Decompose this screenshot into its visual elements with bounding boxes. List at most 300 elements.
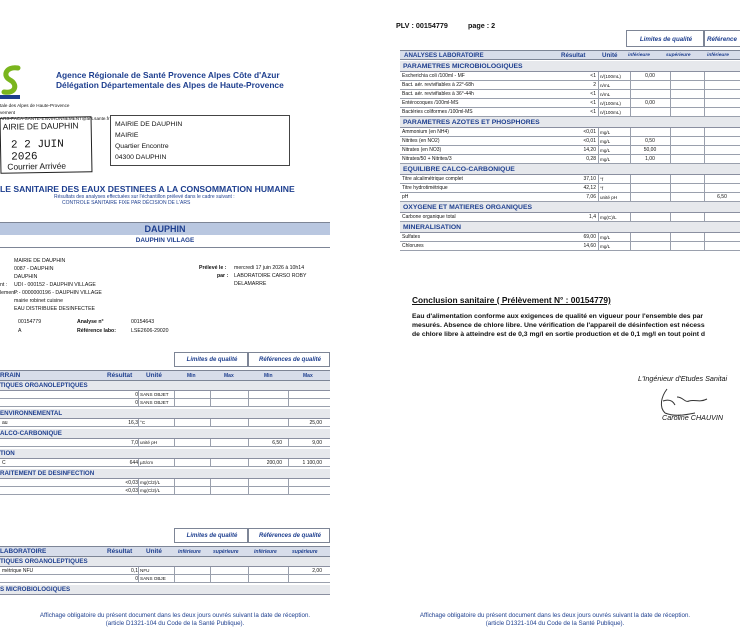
column-divider bbox=[670, 108, 671, 116]
row-param bbox=[2, 399, 102, 407]
column-divider bbox=[630, 99, 631, 107]
section-header: TIQUES ORGANOLEPTIQUES bbox=[0, 557, 330, 567]
column-divider bbox=[210, 575, 211, 582]
column-divider bbox=[210, 567, 211, 574]
col-resultat-2: Résultat bbox=[107, 548, 133, 555]
row-lim-inf bbox=[630, 128, 670, 137]
row-value: 0 bbox=[135, 576, 138, 582]
column-divider bbox=[598, 233, 599, 241]
row-lim-inf: 0,50 bbox=[645, 138, 655, 144]
row-param: Bact. aér. revivifiables à 36°-44h bbox=[402, 91, 474, 97]
delegation-name: Délégation Départementale des Alpes de Haute-Provence bbox=[56, 80, 284, 90]
row-param: Chlorures bbox=[402, 243, 424, 249]
column-divider bbox=[630, 242, 631, 250]
limits-header-2: Limites de qualité bbox=[174, 528, 248, 543]
table-row bbox=[400, 184, 740, 193]
ref-value: LSE2606-29020 bbox=[131, 328, 169, 334]
par-value-2: DELAMARRE bbox=[234, 281, 267, 287]
plv-number: PLV : 00154779 bbox=[396, 21, 448, 30]
row-unit: µS/cm bbox=[140, 460, 154, 465]
column-divider bbox=[630, 193, 631, 201]
column-divider bbox=[210, 459, 211, 466]
terrain-table-body bbox=[0, 381, 330, 517]
col-sup-r: supérieure bbox=[666, 53, 691, 58]
col-sup-1: supérieure bbox=[213, 549, 239, 555]
preleve-label: Prélevé le : bbox=[199, 265, 227, 271]
row-ref-b bbox=[288, 487, 322, 495]
row-unit: mg/L bbox=[600, 148, 611, 153]
document-subtitle-1: Résultats des analyses effectuées sur l'échantillon prélevé dans le cadre suivant : bbox=[54, 194, 235, 200]
row-unit: n/(100mL) bbox=[600, 110, 621, 115]
row-ref-a bbox=[248, 487, 282, 495]
row-ref-inf bbox=[704, 233, 740, 242]
column-divider bbox=[630, 175, 631, 183]
address-line-4: 04300 DAUPHIN bbox=[115, 154, 167, 161]
row-lim-b bbox=[210, 391, 246, 399]
table-row bbox=[0, 419, 330, 427]
row-value: <0,03 bbox=[125, 480, 138, 486]
info-line-7: EAU DISTRIBUEE DESINFECTEE bbox=[14, 306, 95, 312]
row-ref-inf bbox=[704, 184, 740, 193]
row-lim-b bbox=[210, 567, 246, 575]
stamp-mairie: AIRIE DE DAUPHIN bbox=[2, 120, 79, 132]
column-divider bbox=[138, 399, 139, 406]
row-value: 2 bbox=[593, 82, 596, 88]
column-divider bbox=[630, 90, 631, 98]
column-divider bbox=[174, 459, 175, 466]
row-lim-b bbox=[210, 575, 246, 583]
column-divider bbox=[704, 108, 705, 116]
info-prefix-4: nt : bbox=[0, 282, 8, 288]
column-divider bbox=[138, 391, 139, 398]
row-unit: mg(Cl2)/L bbox=[140, 488, 161, 493]
row-lim-a bbox=[174, 575, 208, 583]
row-lim-sup bbox=[670, 155, 706, 164]
section-header: OXYGENE ET MATIERES ORGANIQUES bbox=[400, 202, 740, 213]
row-lim-a bbox=[174, 567, 208, 575]
left-footer-2: (article D1321-104 du Code de la Santé Publique). bbox=[105, 620, 245, 627]
column-divider bbox=[704, 184, 705, 192]
row-ref-a: 200,00 bbox=[266, 460, 282, 466]
column-divider bbox=[670, 146, 671, 154]
row-unit: SANS OBJE bbox=[140, 576, 166, 581]
document-title: LE SANITAIRE DES EAUX DESTINEES A LA CONSOMMATION HUMAINE bbox=[0, 184, 295, 194]
column-divider bbox=[598, 81, 599, 89]
col-sup-2: supérieure bbox=[292, 549, 318, 555]
row-ref-b: 9,00 bbox=[312, 440, 322, 446]
info-line-4: UDI - 000152 - DAUPHIN VILLAGE bbox=[14, 282, 96, 288]
column-divider bbox=[704, 128, 705, 136]
row-param: Titre hydrotimétrique bbox=[402, 185, 448, 191]
column-divider bbox=[630, 233, 631, 241]
column-divider bbox=[138, 479, 139, 486]
row-value: 644 bbox=[129, 460, 138, 466]
column-divider bbox=[630, 155, 631, 163]
row-ref-inf bbox=[704, 213, 740, 222]
column-divider bbox=[598, 128, 599, 136]
col-min-2: Min bbox=[264, 373, 273, 379]
row-unit: unité pH bbox=[600, 195, 618, 200]
row-ref-inf bbox=[704, 128, 740, 137]
column-divider bbox=[248, 439, 249, 446]
column-divider bbox=[138, 439, 139, 446]
section-header: RAITEMENT DE DESINFECTION bbox=[0, 469, 330, 479]
row-lim-sup bbox=[670, 184, 706, 193]
row-lim-inf bbox=[630, 193, 670, 202]
row-value: <0,01 bbox=[583, 138, 596, 144]
row-param: Nitrates (en NO3) bbox=[402, 147, 442, 153]
row-value: <1 bbox=[590, 73, 596, 79]
row-unit: °C bbox=[140, 420, 146, 425]
row-ref-inf bbox=[704, 90, 740, 99]
row-param: Nitrates/50 + Nitrites/3 bbox=[402, 156, 452, 162]
column-divider bbox=[210, 391, 211, 398]
row-ref-inf bbox=[704, 108, 740, 117]
row-lim-inf: 50,00 bbox=[643, 147, 657, 153]
row-unit: SANS OBJET bbox=[140, 392, 169, 397]
col-inf-1: inférieure bbox=[178, 549, 201, 555]
column-divider bbox=[704, 137, 705, 145]
row-unit: mg(Cl2)/L bbox=[140, 480, 161, 485]
row-param: pH bbox=[402, 194, 409, 200]
analyse-value: 00154643 bbox=[131, 319, 155, 325]
row-lim-sup bbox=[670, 146, 706, 155]
column-divider bbox=[138, 419, 139, 426]
header-email: ARS-PACA-SANTE-ENVIRONNEMENT@ars.sante.fr bbox=[0, 116, 110, 121]
col-unite-2: Unité bbox=[146, 548, 162, 555]
column-divider bbox=[248, 399, 249, 406]
column-divider bbox=[598, 72, 599, 80]
row-lim-sup bbox=[670, 137, 706, 146]
table-row bbox=[400, 90, 740, 99]
row-lim-inf bbox=[630, 175, 670, 184]
limits-header: Limites de qualité bbox=[174, 352, 248, 367]
row-lim-inf bbox=[630, 184, 670, 193]
column-divider bbox=[670, 184, 671, 192]
table-row bbox=[400, 155, 740, 164]
row-lim-a bbox=[174, 391, 208, 399]
column-divider bbox=[598, 213, 599, 221]
column-divider bbox=[248, 567, 249, 574]
row-value: 7,0 bbox=[131, 440, 138, 446]
column-divider bbox=[630, 72, 631, 80]
table-row bbox=[0, 459, 330, 467]
column-divider bbox=[704, 175, 705, 183]
conclusion-line-2: mesurés. Absence de chlore libre. Une vérification de l'appareil de désinfection est nécess bbox=[412, 322, 705, 329]
conclusion-title: Conclusion sanitaire ( Prélèvement N° : 00154779) bbox=[412, 295, 611, 305]
column-divider bbox=[670, 81, 671, 89]
column-divider bbox=[288, 459, 289, 466]
column-divider bbox=[138, 459, 139, 466]
right-page bbox=[370, 0, 740, 637]
column-divider bbox=[248, 487, 249, 494]
row-value: 37,10 bbox=[583, 176, 596, 182]
row-param bbox=[2, 391, 102, 399]
right-limits-header: Limites de qualité bbox=[626, 30, 704, 47]
row-lim-inf bbox=[630, 213, 670, 222]
section-header: PARAMETRES AZOTES ET PHOSPHORES bbox=[400, 117, 740, 128]
sample-letter: A bbox=[18, 328, 22, 334]
laboratoire-table-body bbox=[0, 557, 330, 607]
row-param bbox=[2, 439, 102, 447]
table-row bbox=[0, 575, 330, 583]
table-row bbox=[400, 213, 740, 222]
column-divider bbox=[174, 439, 175, 446]
row-lim-inf bbox=[630, 108, 670, 117]
row-param: au bbox=[2, 420, 8, 426]
engineer-name: Caroline CHAUVIN bbox=[662, 413, 724, 422]
row-lim-sup bbox=[670, 72, 706, 81]
refs-header: Références de qualité bbox=[248, 352, 330, 367]
row-param: Ammonium (en NH4) bbox=[402, 129, 449, 135]
row-ref-inf bbox=[704, 99, 740, 108]
row-ref-b bbox=[288, 479, 322, 487]
column-divider bbox=[670, 155, 671, 163]
col-min-1: Min bbox=[187, 373, 196, 379]
column-divider bbox=[704, 90, 705, 98]
section-header: S MICROBIOLOGIQUES bbox=[0, 585, 330, 595]
header-small-2: vement bbox=[0, 110, 16, 115]
column-divider bbox=[210, 479, 211, 486]
address-box bbox=[110, 115, 290, 166]
row-unit: mg/L bbox=[600, 139, 611, 144]
column-divider bbox=[598, 175, 599, 183]
column-divider bbox=[598, 155, 599, 163]
row-value: <0,01 bbox=[583, 129, 596, 135]
column-divider bbox=[630, 146, 631, 154]
row-lim-sup bbox=[670, 108, 706, 117]
column-divider bbox=[630, 184, 631, 192]
commune-name: DAUPHIN bbox=[144, 224, 186, 234]
column-divider bbox=[138, 567, 139, 574]
row-lim-inf bbox=[630, 233, 670, 242]
row-ref-b bbox=[288, 399, 322, 407]
row-value: 69,00 bbox=[583, 234, 596, 240]
row-ref-a: 6,50 bbox=[272, 440, 282, 446]
column-divider bbox=[174, 575, 175, 582]
col-inf-r: inférieure bbox=[628, 53, 650, 58]
column-divider bbox=[288, 391, 289, 398]
conclusion-line-1: Eau d'alimentation conforme aux exigences de qualité en vigueur pour l'ensemble des par bbox=[412, 313, 704, 320]
column-divider bbox=[704, 155, 705, 163]
row-ref-a bbox=[248, 575, 282, 583]
column-divider bbox=[248, 479, 249, 486]
row-unit: unité pH bbox=[140, 440, 158, 445]
terrain-table bbox=[0, 352, 330, 517]
row-ref-b: 25,00 bbox=[309, 420, 322, 426]
col-analyses: ANALYSES LABORATOIRE bbox=[404, 52, 484, 59]
column-divider bbox=[174, 391, 175, 398]
column-divider bbox=[288, 487, 289, 494]
row-param: C bbox=[2, 460, 6, 466]
row-lim-sup bbox=[670, 90, 706, 99]
column-divider bbox=[670, 90, 671, 98]
refs-header-2: Références de qualité bbox=[248, 528, 330, 543]
col-max-2: Max bbox=[303, 373, 313, 379]
table-row bbox=[400, 233, 740, 242]
section-header: ENVIRONNEMENTAL bbox=[0, 409, 330, 419]
row-value: 42,12 bbox=[583, 185, 596, 191]
row-ref-b bbox=[288, 575, 322, 583]
row-lim-b bbox=[210, 459, 246, 467]
row-lim-b bbox=[210, 479, 246, 487]
column-divider bbox=[704, 242, 705, 250]
col-resultat-r: Résultat bbox=[561, 52, 586, 59]
column-divider bbox=[704, 146, 705, 154]
column-divider bbox=[598, 193, 599, 201]
row-value: 0 bbox=[135, 392, 138, 398]
row-ref-a bbox=[248, 419, 282, 427]
row-value: <0,03 bbox=[125, 488, 138, 494]
row-unit: °f bbox=[600, 177, 604, 182]
section-header: TION bbox=[0, 449, 330, 459]
row-unit: NFU bbox=[140, 568, 150, 573]
preleve-value: mercredi 17 juin 2026 à 10h14 bbox=[234, 265, 305, 271]
column-divider bbox=[598, 137, 599, 145]
column-divider bbox=[598, 90, 599, 98]
right-analyses-table bbox=[400, 50, 740, 280]
table-row bbox=[400, 81, 740, 90]
row-param: Entérocoques /100ml-MS bbox=[402, 100, 459, 106]
row-ref-inf bbox=[704, 137, 740, 146]
row-lim-b bbox=[210, 399, 246, 407]
column-divider bbox=[598, 146, 599, 154]
section-header: MINERALISATION bbox=[400, 222, 740, 233]
row-ref-inf bbox=[704, 146, 740, 155]
row-value: 14,20 bbox=[583, 147, 596, 153]
row-lim-sup bbox=[670, 99, 706, 108]
right-refs-header: Référence bbox=[704, 30, 740, 47]
column-divider bbox=[174, 487, 175, 494]
laboratoire-table bbox=[0, 528, 330, 608]
column-divider bbox=[670, 128, 671, 136]
row-lim-sup bbox=[670, 81, 706, 90]
column-divider bbox=[630, 213, 631, 221]
row-lim-sup bbox=[670, 193, 706, 202]
row-ref-inf bbox=[704, 175, 740, 184]
par-value-1: LABORATOIRE CARSO ROBY bbox=[234, 273, 307, 279]
address-line-2: MAIRIE bbox=[115, 132, 139, 139]
column-divider bbox=[288, 575, 289, 582]
section-header: ALCO-CARBONIQUE bbox=[0, 429, 330, 439]
table-row bbox=[0, 487, 330, 495]
row-unit: mg(C)/L bbox=[600, 215, 617, 220]
column-divider bbox=[210, 419, 211, 426]
row-ref-inf bbox=[704, 72, 740, 81]
right-table-body bbox=[400, 61, 740, 281]
sample-number: 00154779 bbox=[18, 319, 42, 325]
row-param: Titre alcalimétrique complet bbox=[402, 176, 463, 182]
commune-subname: DAUPHIN VILLAGE bbox=[135, 237, 195, 244]
table-row bbox=[400, 146, 740, 155]
column-divider bbox=[138, 575, 139, 582]
table-row bbox=[0, 567, 330, 575]
row-unit: mg/L bbox=[600, 157, 611, 162]
row-unit: mg/L bbox=[600, 235, 611, 240]
row-lim-inf: 1,00 bbox=[645, 156, 655, 162]
column-divider bbox=[174, 479, 175, 486]
row-param: Carbone organique total bbox=[402, 214, 456, 220]
column-divider bbox=[288, 399, 289, 406]
column-divider bbox=[670, 193, 671, 201]
section-header: PARAMETRES MICROBIOLOGIQUES bbox=[400, 61, 740, 72]
col-resultat: Résultat bbox=[107, 372, 133, 379]
row-param bbox=[2, 479, 102, 487]
column-divider bbox=[670, 233, 671, 241]
table-row bbox=[0, 399, 330, 407]
column-divider bbox=[630, 137, 631, 145]
row-param: métrique NFU bbox=[2, 568, 34, 574]
page-number: page : 2 bbox=[468, 21, 496, 30]
column-divider bbox=[598, 184, 599, 192]
left-footer-1: Affichage obligatoire du présent document dans les deux jours ouvrés suivant la date de réception. bbox=[39, 612, 311, 619]
row-unit: mg/L bbox=[600, 244, 611, 249]
column-divider bbox=[670, 242, 671, 250]
row-param: Bact. aér. revivifiables à 22°-68h bbox=[402, 82, 474, 88]
table-row bbox=[400, 108, 740, 117]
header-small-1: tale des Alpes de Haute-Provence bbox=[0, 103, 70, 108]
par-label: par : bbox=[217, 273, 229, 279]
table-row bbox=[0, 479, 330, 487]
col-inf-r2: inférieure bbox=[707, 53, 729, 58]
right-footer-2: (article D1321-104 du Code de la Santé Publique). bbox=[485, 620, 625, 627]
row-unit: n/mL bbox=[600, 92, 611, 97]
row-ref-a bbox=[248, 399, 282, 407]
column-divider bbox=[704, 213, 705, 221]
row-unit: SANS OBJET bbox=[140, 400, 169, 405]
table-row bbox=[0, 439, 330, 447]
address-line-1: MAIRIE DE DAUPHIN bbox=[115, 121, 183, 128]
column-divider bbox=[670, 137, 671, 145]
table-row bbox=[400, 128, 740, 137]
row-param: Escherichia coli /100ml - MF bbox=[402, 73, 465, 79]
engineer-title: L'Ingénieur d'Etudes Sanitai bbox=[638, 374, 728, 383]
row-value: 14,60 bbox=[583, 243, 596, 249]
commune-bar bbox=[0, 222, 330, 248]
row-ref-a bbox=[248, 567, 282, 575]
row-lim-inf bbox=[630, 242, 670, 251]
conclusion-line-3: de chlore libre à atteindre est de 0,3 mg/l en sortie production et de 0,1 mg/l en tout point d bbox=[412, 331, 706, 338]
analyse-label: Analyse n° bbox=[77, 319, 104, 325]
info-line-3: DAUPHIN bbox=[14, 274, 38, 280]
column-divider bbox=[248, 391, 249, 398]
row-lim-sup bbox=[670, 128, 706, 137]
table-row bbox=[400, 99, 740, 108]
table-row bbox=[400, 137, 740, 146]
column-divider bbox=[138, 487, 139, 494]
column-divider bbox=[248, 459, 249, 466]
row-param: Nitrites (en NO2) bbox=[402, 138, 440, 144]
row-value: 1,4 bbox=[589, 214, 596, 220]
row-lim-a bbox=[174, 479, 208, 487]
column-divider bbox=[288, 479, 289, 486]
row-param: Sulfates bbox=[402, 234, 421, 240]
row-unit: n/(100mL) bbox=[600, 101, 621, 106]
right-footer-1: Affichage obligatoire du présent document dans les deux jours ouvrés suivant la date de réception. bbox=[419, 612, 691, 619]
column-divider bbox=[630, 108, 631, 116]
row-lim-b bbox=[210, 419, 246, 427]
row-lim-sup bbox=[670, 242, 706, 251]
column-divider bbox=[288, 567, 289, 574]
row-lim-inf bbox=[630, 81, 670, 90]
row-value: <1 bbox=[590, 100, 596, 106]
column-divider bbox=[598, 108, 599, 116]
row-ref-b: 2,00 bbox=[312, 568, 322, 574]
column-divider bbox=[174, 419, 175, 426]
row-ref-b bbox=[288, 391, 322, 399]
column-divider bbox=[248, 419, 249, 426]
row-value: 0 bbox=[135, 400, 138, 406]
